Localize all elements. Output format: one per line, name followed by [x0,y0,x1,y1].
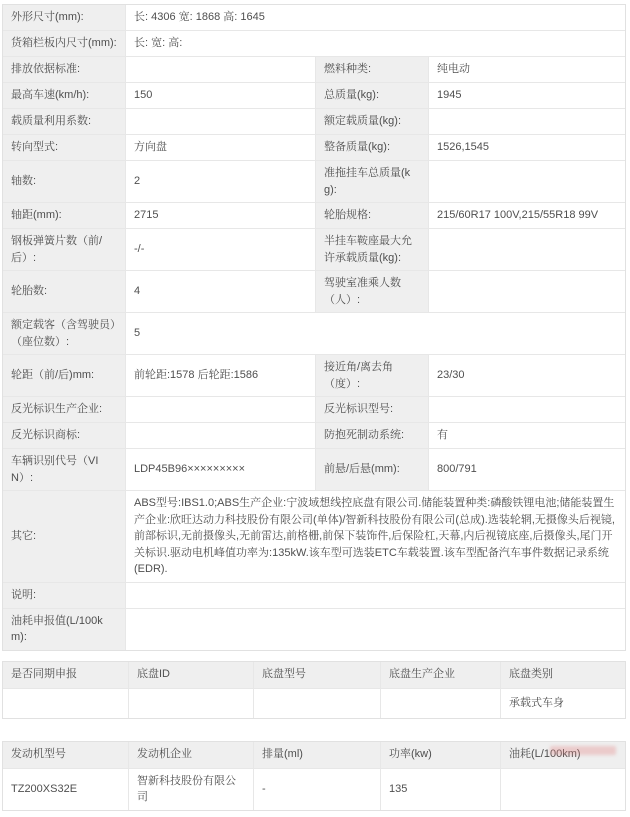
spec-label: 反光标识型号: [316,397,429,423]
engine-cell: - [254,769,381,810]
table-row [3,355,625,397]
table-row [3,397,625,423]
spec-label: 轮胎规格: [316,203,429,229]
spec-value [126,609,625,650]
table-row [3,491,625,583]
spec-label: 轮距（前/后)mm: [3,355,126,397]
column-header: 底盘型号 [254,662,381,689]
spec-value [429,229,625,271]
engine-cell: 智新科技股份有限公司 [129,769,254,810]
engine-cell: 135 [381,769,501,810]
engine-table [2,741,626,811]
column-header: 排量(ml) [254,742,381,769]
spec-label: 半挂车鞍座最大允许承载质量(kg): [316,229,429,271]
table-row [3,83,625,109]
engine-cell [501,769,625,810]
vehicle-spec-table [2,4,626,651]
spec-value: -/- [126,229,316,271]
engine-cell: TZ200XS32E [3,769,129,810]
spec-value: 1526,1545 [429,135,625,161]
table-spacer [2,651,626,661]
spec-value [429,271,625,313]
spec-label: 总质量(kg): [316,83,429,109]
table-row [3,161,625,203]
spec-label: 整备质量(kg): [316,135,429,161]
spec-value [429,397,625,423]
table-row [3,423,625,449]
spec-value: ABS型号:IBS1.0;ABS生产企业:宁波域想线控底盘有限公司.储能装置种类:磷酸铁锂电池;储能装置生产企业:欣旺达动力科技股份有限公司(单体)/智新科技股份有限公司(总成).选装轮辋,无摄像头后视镜,前部标识,无前摄像头,无前雷达,前格栅,前保下装饰件,后保险杠,天幕,内后视镜底座,后摄像头,尾门开关标识.驱动电机峰值功率为:135kW.该车型可选装ETC车载装置.该车型配备汽车事件数据记录系统(EDR). [126,491,625,583]
column-header: 发动机企业 [129,742,254,769]
spec-value: 215/60R17 100V,215/55R18 99V [429,203,625,229]
spec-value: LDP45B96××××××××× [126,449,316,491]
column-header: 底盘ID [129,662,254,689]
spec-label: 转向型式: [3,135,126,161]
engine-header-row [3,742,625,769]
table-row [3,31,625,57]
spec-value [126,423,316,449]
table-row [3,609,625,650]
spec-label: 准拖挂车总质量(kg): [316,161,429,203]
table-row [3,449,625,491]
spec-value: 150 [126,83,316,109]
spec-label: 前悬/后悬(mm): [316,449,429,491]
chassis-cell [254,689,381,718]
spec-value: 5 [126,313,625,355]
table-row [3,689,625,718]
spec-value: 800/791 [429,449,625,491]
spec-value [126,109,316,135]
spec-value: 23/30 [429,355,625,397]
spec-value [126,397,316,423]
spec-value: 1945 [429,83,625,109]
spec-value: 纯电动 [429,57,625,83]
chassis-cell: 承载式车身 [509,696,564,709]
spec-label: 反光标识商标: [3,423,126,449]
chassis-header-row [3,662,625,689]
table-row [3,271,625,313]
table-row [3,229,625,271]
spec-label: 额定载客（含驾驶员）（座位数）: [3,313,126,355]
table-spacer [2,719,626,741]
spec-label: 驾驶室准乘人数（人）: [316,271,429,313]
spec-label: 最高车速(km/h): [3,83,126,109]
column-header: 发动机型号 [3,742,129,769]
spec-label: 反光标识生产企业: [3,397,126,423]
spec-label: 额定载质量(kg): [316,109,429,135]
table-row [3,135,625,161]
spec-value [429,161,625,203]
spec-label: 防抱死制动系统: [316,423,429,449]
spec-label: 燃料种类: [316,57,429,83]
spec-label: 车辆识别代号（VIN）: [3,449,126,491]
table-row [3,57,625,83]
spec-label: 接近角/离去角（度）: [316,355,429,397]
spec-value [126,583,625,609]
chassis-cell [129,689,254,718]
table-row [3,109,625,135]
column-header: 底盘类别 [501,662,625,689]
table-row [3,769,625,810]
spec-value: 方向盘 [126,135,316,161]
spec-label: 外形尺寸(mm): [3,5,126,31]
spec-label: 排放依据标准: [3,57,126,83]
spec-value: 前轮距:1578 后轮距:1586 [126,355,316,397]
table-row [3,203,625,229]
spec-label: 说明: [3,583,126,609]
spec-label: 轴距(mm): [3,203,126,229]
column-header: 功率(kw) [381,742,501,769]
spec-value: 长: 宽: 高: [126,31,625,57]
table-row [3,5,625,31]
column-header: 底盘生产企业 [381,662,501,689]
spec-label: 轴数: [3,161,126,203]
spec-label: 轮胎数: [3,271,126,313]
spec-value: 长: 4306 宽: 1868 高: 1645 [126,5,625,31]
chassis-cell [3,689,129,718]
table-row [3,313,625,355]
spec-label: 货箱栏板内尺寸(mm): [3,31,126,57]
spec-value: 4 [126,271,316,313]
column-header: 油耗(L/100km) [501,742,625,769]
chassis-cell [381,689,501,718]
spec-label: 其它: [3,491,126,583]
spec-label: 油耗申报值(L/100km): [3,609,126,650]
spec-value [126,57,316,83]
spec-label: 载质量利用系数: [3,109,126,135]
spec-value: 有 [429,423,625,449]
spec-value [429,109,625,135]
spec-value: 2 [126,161,316,203]
column-header: 是否同期申报 [3,662,129,689]
spec-value: 2715 [126,203,316,229]
spec-label: 钢板弹簧片数（前/后）: [3,229,126,271]
chassis-table [2,661,626,719]
table-row [3,583,625,609]
